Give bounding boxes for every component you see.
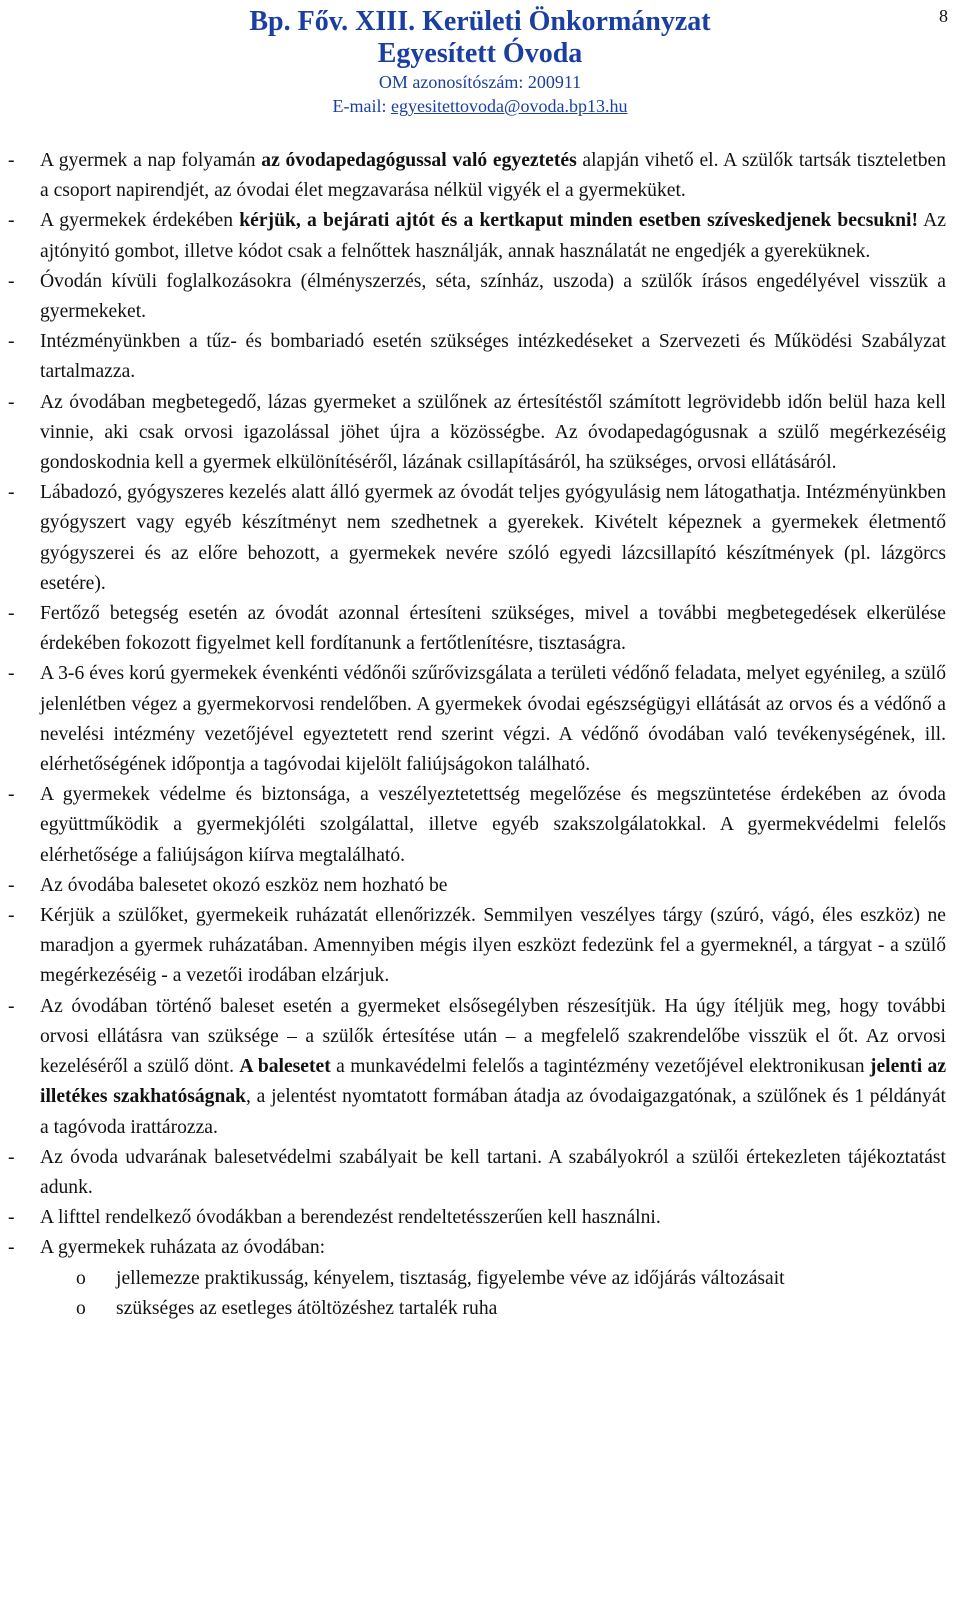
emphasis-text: jelenti az illetékes szakhatóságnak xyxy=(40,1056,947,1108)
body-text: A gyermekek védelme és biztonsága, a veszélyeztetettség megelőzése és megszüntetése érdekében az óvoda együttműködik a gyermekjóléti szolgálattal, illetve egyéb szakszolgálatokkal. A gyermekvédelmi felelős elérhetősége a faliújságon kiírva megtalálható. xyxy=(40,784,946,866)
body-text: A lifttel rendelkező óvodákban a berendezést rendeltetésszerűen kell használni. xyxy=(40,1207,661,1229)
dash-marker: - xyxy=(8,482,15,504)
body-text: Az ajtónyitó gombot, illetve kódot csak a felnőttek használják, annak használatát ne engedjék a gyereküknek. xyxy=(40,210,946,262)
bullet-marker: o xyxy=(76,1267,86,1289)
list-item xyxy=(8,992,946,1143)
dash-marker: - xyxy=(8,603,15,625)
institution-district: Bp. Főv. XIII. Kerületi Önkormányzat xyxy=(249,6,711,37)
dash-marker: - xyxy=(8,331,15,353)
body-text: Intézményünkben a tűz- és bombariadó esetén szükséges intézkedéseket a Szervezeti és Működési Szabályzat tartalmazza. xyxy=(40,331,946,383)
dash-marker: - xyxy=(8,663,15,685)
dash-marker: - xyxy=(8,270,15,292)
bullet-marker: o xyxy=(76,1297,86,1319)
body-text: A gyermekek érdekében xyxy=(40,210,240,232)
dash-marker: - xyxy=(8,210,15,232)
om-identifier: OM azonosítószám: 200911 xyxy=(378,72,582,92)
body-text: Az óvodában történő baleset esetén a gyermeket elsősegélyben részesítjük. Ha úgy ítéljük meg, hogy további orvosi ellátásra van szüksége – a szülők értesítése után – a megfelelő szakrendelőbe visszük el őt. Az orvosi kezeléséről a szülő dönt. xyxy=(40,995,946,1078)
body-text: Kérjük a szülőket, gyermekeik ruházatát ellenőrizzék. Semmilyen veszélyes tárgy (szúró, vágó, éles eszköz) ne maradjon a gyermek ruházatában. Amennyiben mégis ilyen eszközt fedezünk fel a gyermeknél, a tárgyat - a szülő megérkezéséig - a vezetői irodában elzárjuk. xyxy=(40,905,946,987)
dash-marker: - xyxy=(8,391,15,413)
list-item xyxy=(8,599,946,659)
email-link[interactable]: egyesitettovoda@ovoda.bp13.hu xyxy=(390,96,628,116)
list-item xyxy=(8,780,946,871)
sub-list-item xyxy=(8,1294,946,1324)
dash-marker: - xyxy=(8,905,15,927)
email-label: E-mail: xyxy=(332,96,391,116)
body-text: a munkavédelmi felelős a tagintézmény vezetőjével elektronikusan xyxy=(330,1056,870,1078)
emphasis-text: az óvodapedagógussal való egyeztetés xyxy=(261,150,577,171)
list-item xyxy=(8,1203,946,1233)
list-item xyxy=(8,1143,946,1203)
body-text: Fertőző betegség esetén az óvodát azonnal értesíteni szükséges, mivel a további megbetegedések elkerülése érdekében fokozott figyelmet kell fordítanunk a fertőtlenítésre, tisztaságra. xyxy=(40,603,946,655)
dash-marker: - xyxy=(8,1146,15,1168)
document-header xyxy=(0,4,960,126)
dash-marker: - xyxy=(8,874,15,896)
list-item xyxy=(8,388,946,479)
dash-marker: - xyxy=(8,995,15,1017)
dash-marker: - xyxy=(8,1237,15,1259)
list-item xyxy=(8,146,946,206)
document-body xyxy=(8,146,946,1324)
list-item xyxy=(8,1233,946,1263)
dash-marker: - xyxy=(8,150,15,171)
body-text: Az óvodába balesetet okozó eszköz nem hozható be xyxy=(40,874,448,896)
body-text: Az óvodában megbetegedő, lázas gyermeket a szülőnek az értesítéstől számított legrövidebb időn belül haza kell vinnie, aki csak orvosi igazolással jöhet újra a közösségbe. Az óvodapedagógusnak a szülő megérkezéséig gondoskodnia kell a gyermek elkülönítéséről, lázának csillapításáról, ha szükséges, orvosi ellátásáról. xyxy=(40,391,946,474)
list-item xyxy=(8,659,946,780)
emphasis-text: kérjük, a bejárati ajtót és a kertkaput minden esetben szíveskedjenek becsukni! xyxy=(239,210,919,232)
body-text: A 3-6 éves korú gyermekek évenkénti védőnői szűrővizsgálata a területi védőnő feladata, melyet egyénileg, a szülő jelenlétben végez a gyermekorvosi rendelőben. A gyermekek óvodai egészségügyi ellátását az orvos és a védőnő a nevelési intézmény vezetőjével egyeztetett rend szerint végzi. A védőnő óvodában való tevékenységének, ill. elérhetőségének időpontja a tagóvodai kijelölt faliújságokon található. xyxy=(40,663,946,776)
body-text: Óvodán kívüli foglalkozásokra (élményszerzés, séta, színház, uszoda) a szülők írásos engedélyével visszük a gyermekeket. xyxy=(40,270,946,323)
page-number: 8 xyxy=(939,6,948,26)
list-item xyxy=(8,478,946,599)
list-item xyxy=(8,901,946,992)
emphasis-text: A balesetet xyxy=(239,1056,331,1078)
list-item xyxy=(8,327,946,387)
body-text: A gyermekek ruházata az óvodában: xyxy=(40,1237,326,1259)
body-text: szükséges az esetleges átöltözéshez tartalék ruha xyxy=(116,1297,498,1319)
list-item xyxy=(8,871,946,901)
institution-name: Egyesített Óvoda xyxy=(377,38,583,69)
sub-list-item xyxy=(8,1264,946,1294)
dash-marker: - xyxy=(8,1207,15,1229)
list-item xyxy=(8,267,946,327)
email-line xyxy=(0,96,960,117)
dash-marker: - xyxy=(8,784,15,806)
body-text: , a jelentést nyomtatott formában átadja az óvodaigazgatónak, a szülőnek és 1 példányát a tagóvoda irattározza. xyxy=(40,1086,946,1138)
body-text: Az óvoda udvarának balesetvédelmi szabályait be kell tartani. A szabályokról a szülői értekezleten tájékoztatást adunk. xyxy=(40,1146,946,1198)
body-text: Lábadozó, gyógyszeres kezelés alatt álló gyermek az óvodát teljes gyógyulásig nem látogathatja. Intézményünkben gyógyszert vagy egyéb készítményt nem szedhetnek a gyerekek. Kivételt képeznek a gyermekek életmentő gyógyszerei és az előre behozott, a gyermekek nevére szóló egyedi lázcsillapító készítmények (pl. lázgörcs esetére). xyxy=(40,482,946,594)
body-text: alapján vihető el. A szülők tartsák tiszteletben a csoport napirendjét, az óvodai élet megzavarása nélkül vigyék el a gyermeküket. xyxy=(40,150,946,202)
body-text: jellemezze praktikusság, kényelem, tisztaság, figyelembe véve az időjárás változásait xyxy=(116,1267,785,1289)
body-text: A gyermek a nap folyamán xyxy=(40,150,262,171)
list-item xyxy=(8,206,946,266)
